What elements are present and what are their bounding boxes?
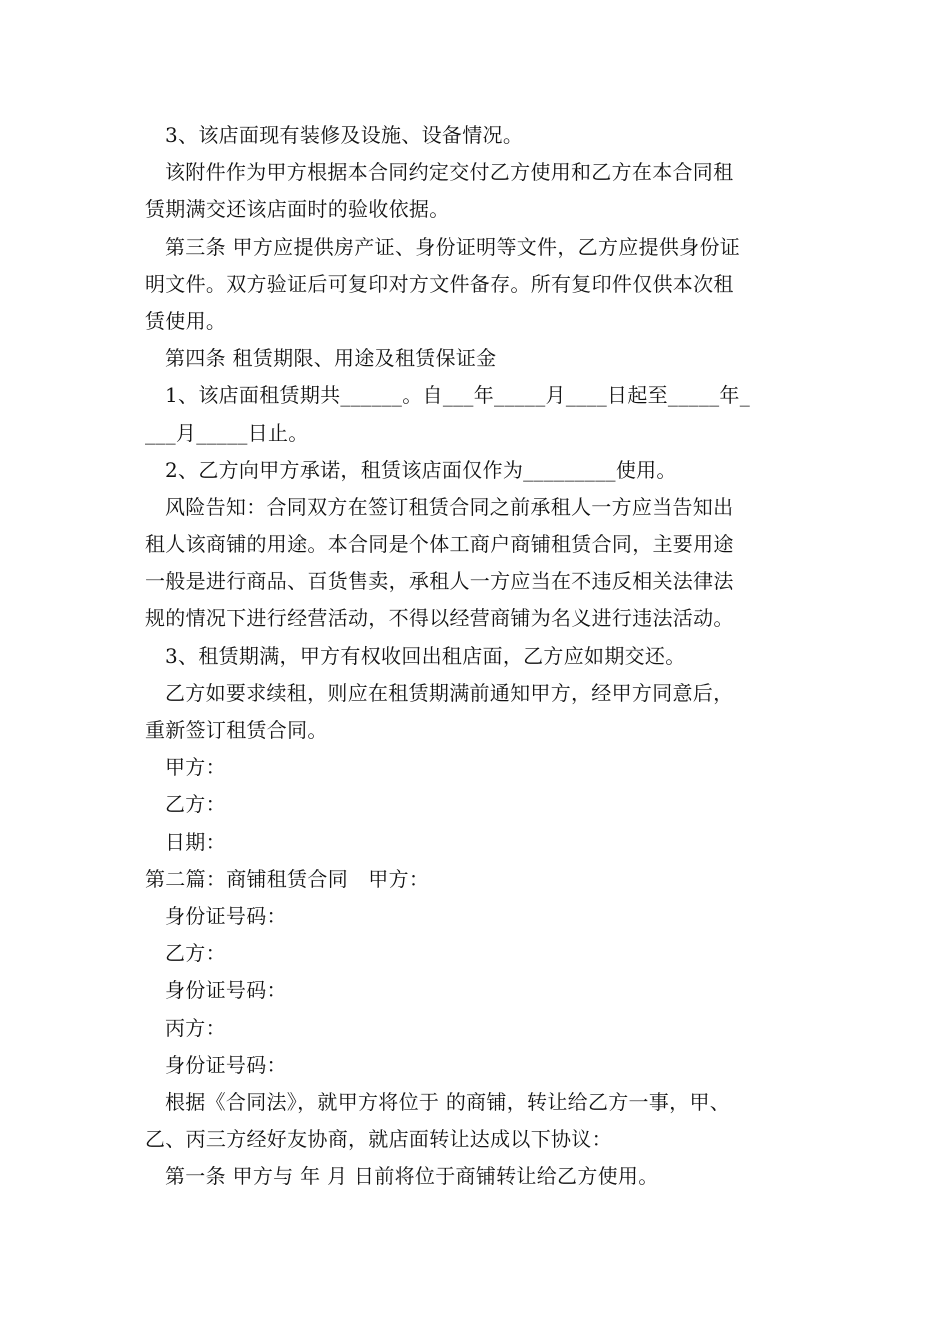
text-line: 2、乙方向甲方承诺，租赁该店面仅作为_________使用。: [165, 457, 677, 482]
text-line: 赁期满交还该店面时的验收依据。: [145, 197, 450, 222]
text-line: 3、该店面现有装修及设施、设备情况。: [165, 123, 524, 147]
party-c-field: 丙方：: [165, 1015, 226, 1040]
text-line: 明文件。双方验证后可复印对方文件备存。所有复印件仅供本次租: [145, 271, 734, 296]
text-line: 3、租赁期满，甲方有权收回出租店面，乙方应如期交还。: [165, 643, 686, 668]
text-line: 重新签订租赁合同。: [145, 718, 328, 742]
section-heading: 第四条 租赁期限、用途及租赁保证金: [165, 346, 497, 371]
text-line: 第三条 甲方应提供房产证、身份证明等文件，乙方应提供身份证: [165, 234, 741, 259]
text-line: 风险告知：合同双方在签订租赁合同之前承租人一方应当告知出: [165, 494, 734, 519]
text-line: 一般是进行商品、百货售卖，承租人一方应当在不违反相关法律法: [145, 569, 734, 594]
id-number-field: 身份证号码：: [165, 978, 287, 1003]
section-title: 第二篇：商铺租赁合同 甲方：: [145, 866, 430, 891]
text-line: ___月_____日止。: [145, 420, 309, 445]
text-line: 规的情况下进行经营活动，不得以经营商铺为名义进行违法活动。: [145, 606, 734, 631]
text-line: 第一条 甲方与 年 月 日前将位于商铺转让给乙方使用。: [165, 1164, 659, 1189]
id-number-field: 身份证号码：: [165, 903, 287, 928]
signature-party-a: 甲方：: [165, 755, 226, 780]
party-b-field: 乙方：: [165, 941, 226, 966]
document-body: [145, 117, 810, 1195]
text-line: 根据《合同法》，就甲方将位于 的商铺，转让给乙方一事，甲、: [165, 1089, 731, 1114]
text-line: 1、该店面租赁期共______。自___年_____月____日起至_____年_: [165, 383, 751, 408]
text-line: 租人该商铺的用途。本合同是个体工商户商铺租赁合同，主要用途: [145, 532, 734, 557]
signature-party-b: 乙方：: [165, 792, 226, 817]
text-line: 乙方如要求续租，则应在租赁期满前通知甲方，经甲方同意后，: [165, 680, 734, 705]
text-line: 该附件作为甲方根据本合同约定交付乙方使用和乙方在本合同租: [165, 160, 734, 185]
signature-date: 日期：: [165, 829, 226, 854]
id-number-field: 身份证号码：: [165, 1052, 287, 1077]
text-line: 赁使用。: [145, 308, 227, 333]
text-line: 乙、丙三方经好友协商，就店面转让达成以下协议：: [145, 1127, 612, 1152]
